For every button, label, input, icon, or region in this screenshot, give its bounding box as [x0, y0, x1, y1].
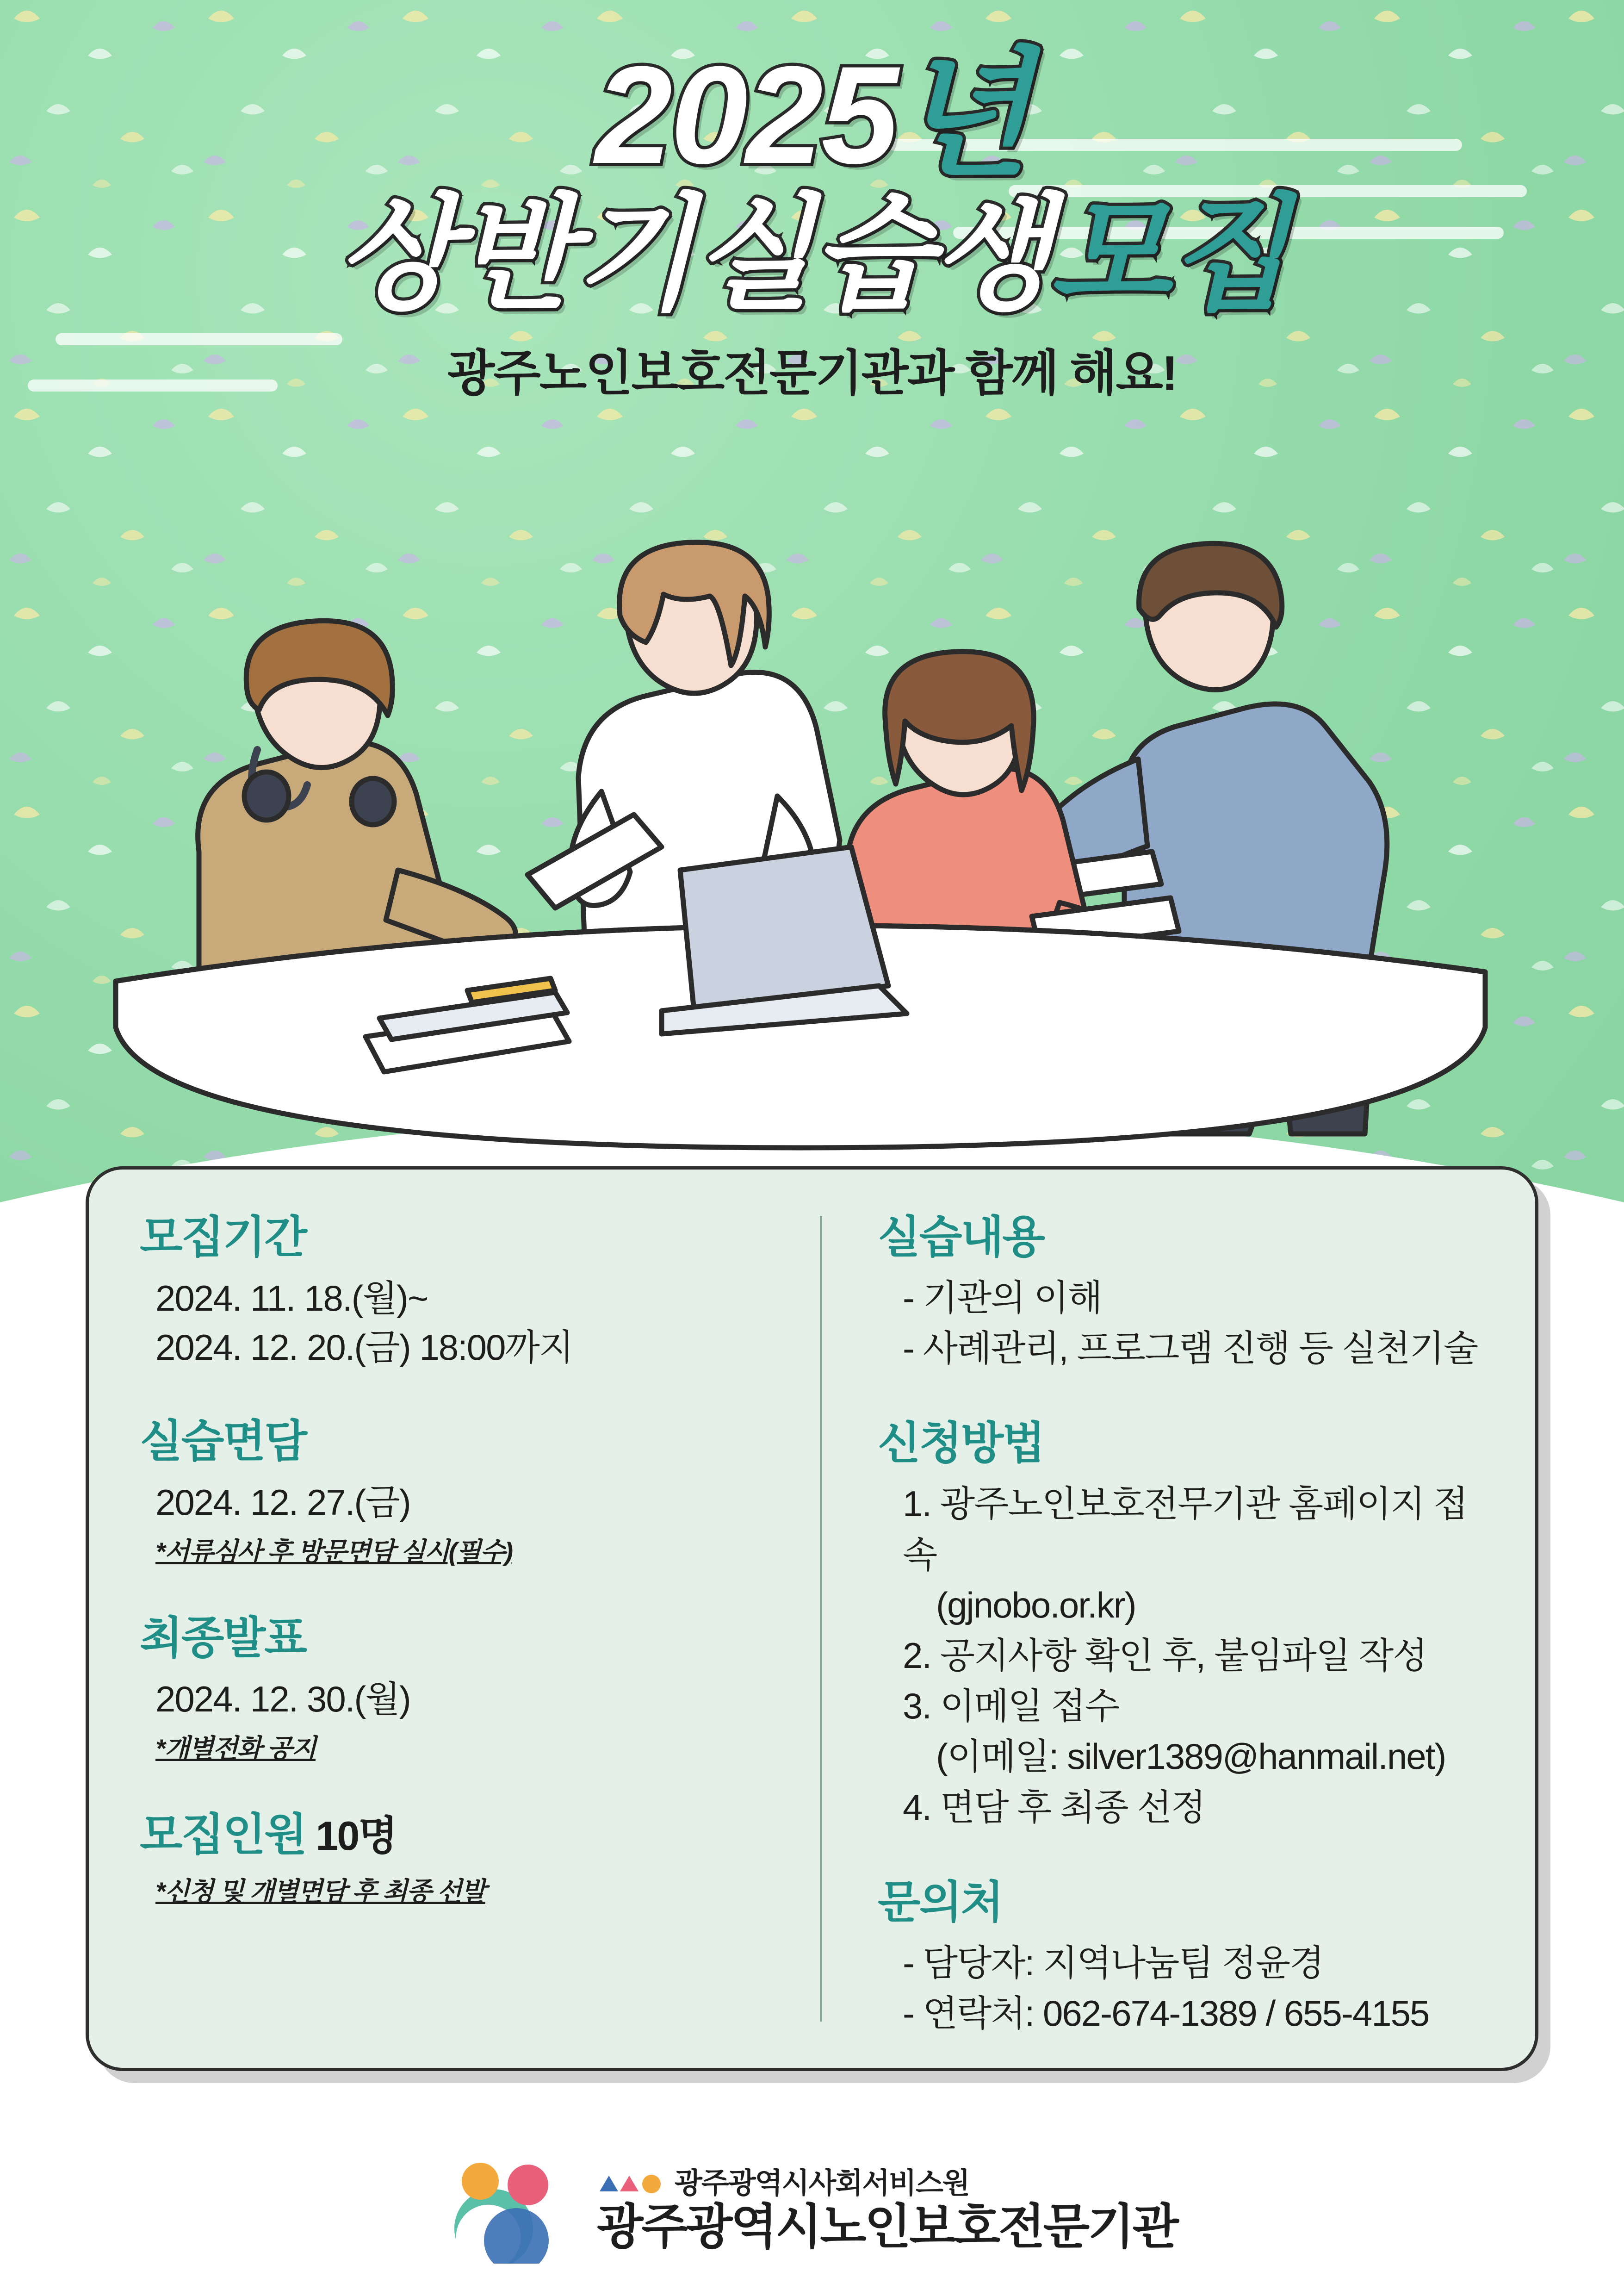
block-practice-content — [878, 1202, 1494, 1374]
application-step-3: 3. 이메일 접수 — [903, 1686, 1119, 1727]
practice-content-item-2: - 사례관리, 프로그램 진행 등 실천기술 — [903, 1328, 1478, 1369]
heading-practice-content: 실습내용 — [878, 1213, 1044, 1262]
info-column-left — [140, 1202, 820, 2035]
title-highlight: 모집 — [1049, 185, 1288, 324]
footer-top-row — [597, 2168, 1177, 2198]
heading-application-method: 신청방법 — [878, 1419, 1044, 1468]
interview-note: *서류심사 후 방문면담 실시(필수) — [155, 1537, 513, 1567]
headcount-note: *신청 및 개별면담 후 최종 선발 — [155, 1877, 485, 1906]
final-announcement-note: *개별전화 공지 — [155, 1734, 316, 1763]
poster-title-line-1 — [0, 37, 1624, 193]
footer-text-block — [597, 2168, 1177, 2252]
headcount-value: 10명 — [305, 1813, 397, 1859]
info-column-right — [822, 1202, 1494, 2035]
title-year: 2025 — [595, 37, 897, 193]
block-interview — [140, 1406, 801, 1568]
info-card — [86, 1166, 1538, 2071]
poster-header — [0, 37, 1624, 404]
poster-subtitle: 광주노인보호전문기관과 함께 해요! — [447, 346, 1177, 401]
contact-phone: - 연락처: 062-674-1389 / 655-4155 — [903, 1992, 1429, 2034]
footer-logo-block — [0, 2157, 1624, 2264]
contact-person: - 담당자: 지역나눔팀 정윤경 — [903, 1942, 1324, 1983]
block-final-announcement — [140, 1603, 801, 1765]
application-email: (이메일: silver1389@hanmail.net) — [936, 1736, 1446, 1777]
poster-title-line-2 — [0, 185, 1624, 324]
heading-recruitment-period: 모집기간 — [140, 1213, 306, 1262]
application-step-4: 4. 면담 후 최종 선정 — [903, 1786, 1205, 1828]
recruitment-period-line-2: 2024. 12. 20.(금) 18:00까지 — [155, 1327, 573, 1368]
recruitment-period-line-1: 2024. 11. 18.(월)~ — [155, 1278, 428, 1319]
application-step-2: 2. 공지사항 확인 후, 붙임파일 작성 — [903, 1635, 1427, 1676]
service-mark-icon — [597, 2171, 666, 2195]
block-contact — [878, 1867, 1494, 2039]
block-headcount — [140, 1799, 801, 1908]
heading-headcount — [140, 1799, 801, 1863]
practice-content-item-1: - 기관의 이해 — [903, 1277, 1102, 1318]
footer-org-small: 광주광역시사회서비스원 — [674, 2167, 969, 2199]
interview-date: 2024. 12. 27.(금) — [155, 1482, 410, 1523]
final-announcement-date: 2024. 12. 30.(월) — [155, 1679, 410, 1720]
block-application-method — [878, 1408, 1494, 1832]
heading-contact: 문의처 — [878, 1877, 1003, 1927]
title-main: 상반기실습생 — [336, 185, 1050, 324]
people-at-table-illustration — [0, 518, 1624, 1180]
heading-interview: 실습면담 — [140, 1417, 306, 1467]
heading-final-announcement: 최종발표 — [140, 1613, 306, 1663]
block-recruitment-period — [140, 1202, 801, 1372]
headcount-label: 모집인원 — [140, 1810, 306, 1860]
application-website: (gjnobo.or.kr) — [936, 1584, 1136, 1625]
application-step-1: 1. 광주노인보호전무기관 홈페이지 접속 — [903, 1483, 1468, 1575]
title-year-suffix: 년 — [896, 37, 1029, 193]
footer-org-big: 광주광역시노인보호전문기관 — [596, 2200, 1178, 2254]
organization-logo-icon — [447, 2157, 581, 2264]
